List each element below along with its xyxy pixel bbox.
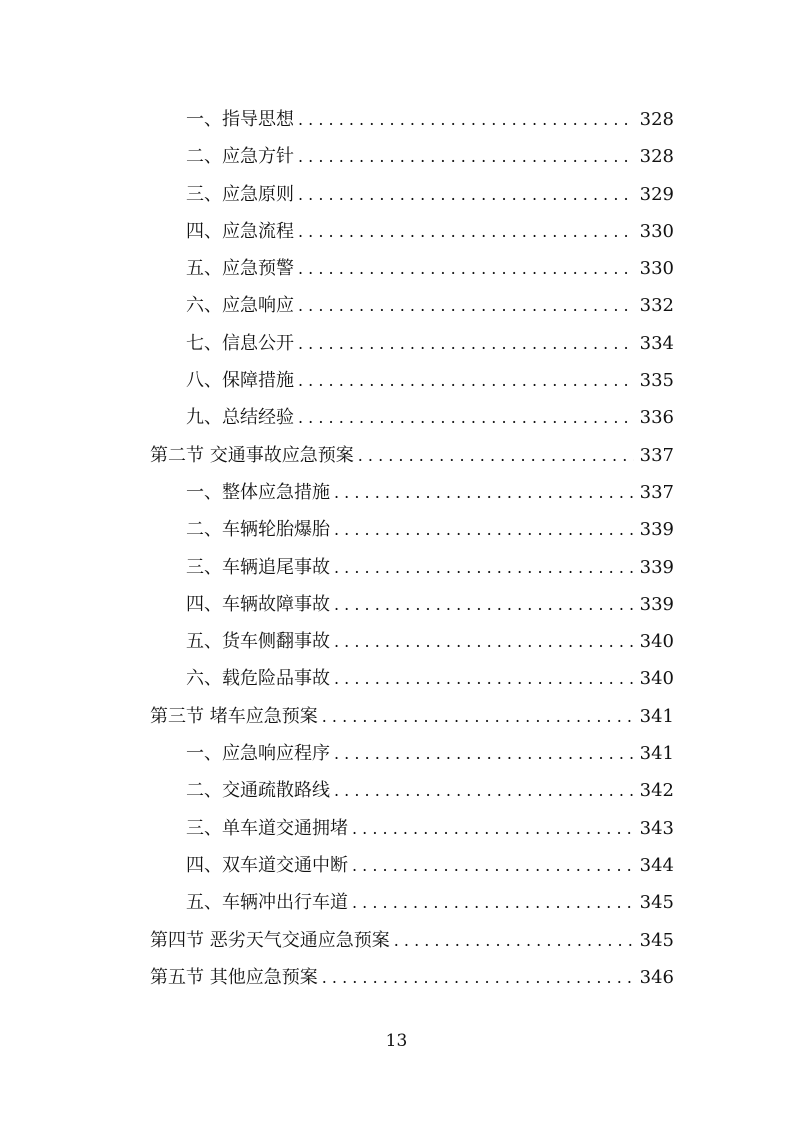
toc-entry-label: 第五节 其他应急预案 bbox=[150, 966, 318, 988]
toc-entry-label: 二、应急方针 bbox=[186, 146, 294, 168]
toc-dot-leader bbox=[298, 325, 634, 362]
toc-entry-label: 七、信息公开 bbox=[186, 332, 294, 354]
table-of-contents bbox=[150, 101, 674, 996]
toc-entry-label: 一、指导思想 bbox=[186, 109, 294, 130]
toc-entry[interactable] bbox=[150, 660, 674, 697]
toc-dot-leader bbox=[322, 959, 634, 996]
toc-entry[interactable] bbox=[150, 325, 674, 362]
toc-entry-label: 第二节 交通事故应急预案 bbox=[150, 444, 354, 466]
toc-entry[interactable] bbox=[150, 847, 674, 884]
toc-entry-page: 329 bbox=[639, 183, 674, 205]
toc-entry-label: 六、载危险品事故 bbox=[186, 668, 330, 690]
toc-dot-leader bbox=[298, 250, 634, 287]
toc-entry[interactable] bbox=[150, 623, 674, 660]
toc-entry-page: 344 bbox=[639, 854, 674, 876]
toc-entry[interactable] bbox=[150, 698, 674, 735]
toc-entry[interactable] bbox=[150, 138, 674, 175]
toc-dot-leader bbox=[352, 810, 634, 847]
toc-dot-leader bbox=[394, 922, 634, 959]
toc-dot-leader bbox=[334, 511, 634, 548]
toc-entry[interactable] bbox=[150, 101, 674, 138]
toc-entry-label: 三、应急原则 bbox=[186, 183, 294, 205]
toc-dot-leader bbox=[334, 549, 634, 586]
toc-dot-leader bbox=[334, 586, 634, 623]
toc-entry[interactable] bbox=[150, 399, 674, 436]
toc-entry[interactable] bbox=[150, 362, 674, 399]
toc-entry[interactable] bbox=[150, 437, 674, 474]
toc-entry-label: 二、交通疏散路线 bbox=[186, 780, 330, 802]
toc-entry-label: 四、应急流程 bbox=[186, 220, 294, 242]
toc-entry[interactable] bbox=[150, 474, 674, 511]
toc-entry[interactable] bbox=[150, 810, 674, 847]
toc-dot-leader bbox=[298, 101, 634, 138]
toc-dot-leader bbox=[334, 660, 634, 697]
toc-entry-page: 343 bbox=[639, 817, 674, 839]
toc-dot-leader bbox=[334, 772, 634, 809]
toc-entry-label: 六、应急响应 bbox=[186, 295, 294, 317]
toc-entry-page: 345 bbox=[639, 892, 674, 914]
toc-dot-leader bbox=[298, 362, 634, 399]
toc-entry[interactable] bbox=[150, 959, 674, 996]
toc-entry-page: 339 bbox=[639, 556, 674, 578]
toc-entry-page: 335 bbox=[639, 370, 674, 392]
toc-entry-label: 四、车辆故障事故 bbox=[186, 593, 330, 615]
toc-entry-label: 五、货车侧翻事故 bbox=[186, 631, 330, 653]
toc-entry-page: 339 bbox=[639, 519, 674, 541]
toc-entry-page: 341 bbox=[639, 743, 674, 765]
toc-entry-page: 342 bbox=[639, 780, 674, 802]
toc-entry-page: 337 bbox=[639, 481, 674, 503]
toc-dot-leader bbox=[298, 138, 634, 175]
toc-entry[interactable] bbox=[150, 511, 674, 548]
toc-entry-label: 五、车辆冲出行车道 bbox=[186, 892, 348, 914]
toc-dot-leader bbox=[352, 884, 634, 921]
toc-dot-leader bbox=[298, 213, 634, 250]
toc-dot-leader bbox=[334, 623, 634, 660]
toc-entry-label: 二、车辆轮胎爆胎 bbox=[186, 519, 330, 541]
toc-entry[interactable] bbox=[150, 772, 674, 809]
toc-entry-label: 四、双车道交通中断 bbox=[186, 854, 348, 876]
toc-entry-page: 337 bbox=[639, 444, 674, 466]
toc-entry-page: 330 bbox=[639, 220, 674, 242]
toc-dot-leader bbox=[334, 735, 634, 772]
toc-dot-leader bbox=[298, 399, 634, 436]
toc-dot-leader bbox=[352, 847, 634, 884]
toc-dot-leader bbox=[298, 287, 634, 324]
toc-entry-label: 八、保障措施 bbox=[186, 370, 294, 392]
toc-entry[interactable] bbox=[150, 884, 674, 921]
toc-entry-page: 339 bbox=[639, 593, 674, 615]
toc-entry-label: 五、应急预警 bbox=[186, 258, 294, 280]
toc-entry[interactable] bbox=[150, 176, 674, 213]
toc-entry-page: 328 bbox=[639, 146, 674, 168]
toc-dot-leader bbox=[298, 176, 634, 213]
toc-entry-label: 三、车辆追尾事故 bbox=[186, 556, 330, 578]
toc-entry-page: 336 bbox=[639, 407, 674, 429]
toc-entry[interactable] bbox=[150, 922, 674, 959]
toc-entry-label: 九、总结经验 bbox=[186, 407, 294, 429]
toc-entry-page: 340 bbox=[639, 631, 674, 653]
toc-entry-page: 345 bbox=[639, 929, 674, 951]
toc-entry-page: 330 bbox=[639, 258, 674, 280]
toc-entry[interactable] bbox=[150, 735, 674, 772]
toc-entry[interactable] bbox=[150, 549, 674, 586]
toc-entry[interactable] bbox=[150, 250, 674, 287]
toc-entry-label: 第四节 恶劣天气交通应急预案 bbox=[150, 929, 390, 951]
toc-entry-page: 334 bbox=[639, 332, 674, 354]
toc-entry-label: 三、单车道交通拥堵 bbox=[186, 817, 348, 839]
toc-entry[interactable] bbox=[150, 287, 674, 324]
toc-entry-label: 第三节 堵车应急预案 bbox=[150, 705, 318, 727]
toc-dot-leader bbox=[358, 437, 634, 474]
toc-dot-leader bbox=[322, 698, 634, 735]
toc-entry-page: 332 bbox=[639, 295, 674, 317]
toc-dot-leader bbox=[334, 474, 634, 511]
toc-entry[interactable] bbox=[150, 586, 674, 623]
toc-entry-label: 一、整体应急措施 bbox=[186, 481, 330, 503]
toc-entry-page: 341 bbox=[639, 705, 674, 727]
page-number: 13 bbox=[385, 1031, 408, 1051]
toc-entry[interactable] bbox=[150, 213, 674, 250]
toc-entry-page: 328 bbox=[639, 109, 674, 130]
toc-entry-page: 346 bbox=[639, 966, 674, 988]
toc-entry-page: 340 bbox=[639, 668, 674, 690]
toc-entry-label: 一、应急响应程序 bbox=[186, 743, 330, 765]
